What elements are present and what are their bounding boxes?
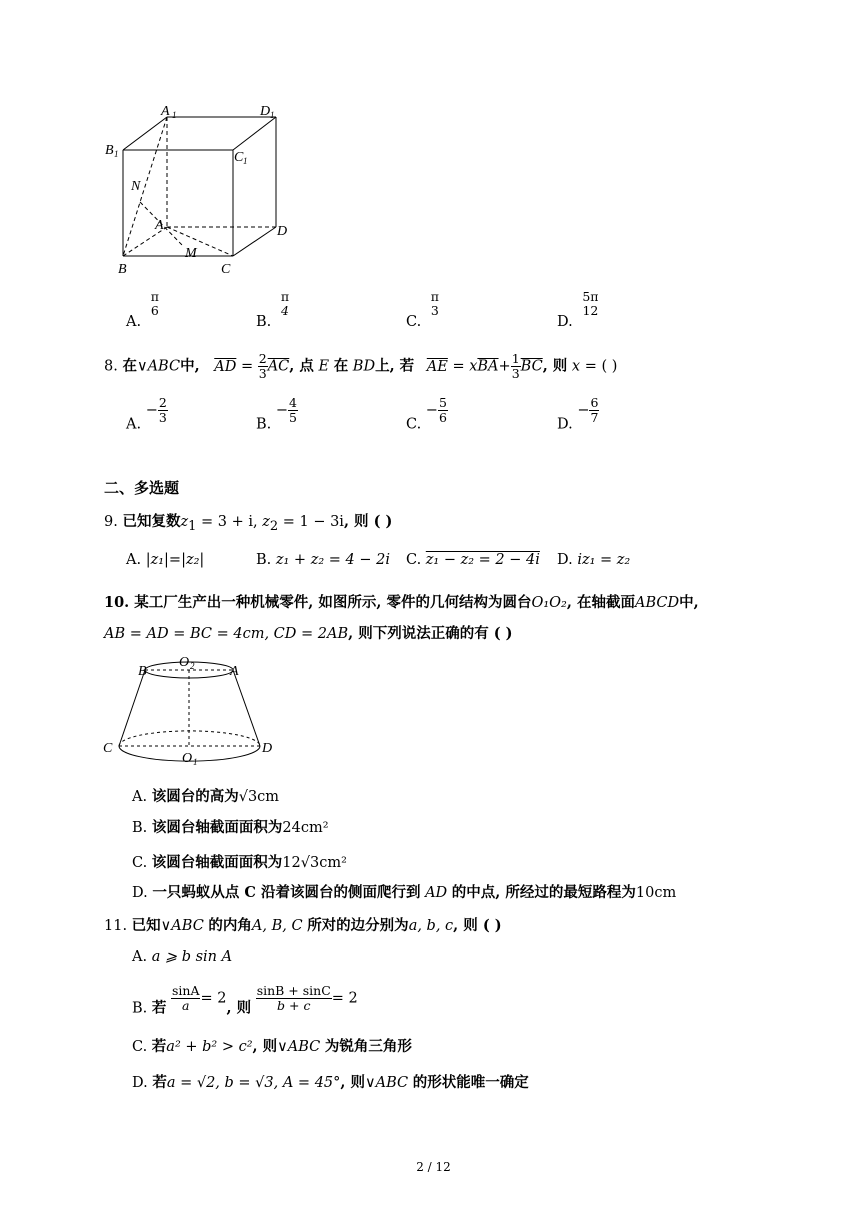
q9-option-a[interactable]: A. |z₁|=|z₂| <box>126 552 205 568</box>
label-A1: A <box>161 104 170 119</box>
svg-text:1: 1 <box>243 156 248 166</box>
label-D1: D <box>260 104 271 119</box>
frustum-label-O2: O <box>179 655 190 670</box>
q7-option-a[interactable]: A. π 6 <box>126 289 159 330</box>
q8-option-a[interactable]: A. − $\frac{2}{3}$ <box>126 395 167 433</box>
svg-text:1: 1 <box>114 149 119 159</box>
q9-option-d[interactable]: D. iz₁ = z₂ <box>557 552 631 568</box>
question-10-line2: AB = AD = BC = 4cm, CD = 2AB, 则下列说法正确的有 ( ) <box>104 625 513 642</box>
svg-text:2: 2 <box>190 661 195 671</box>
q8-option-c[interactable]: C. − $\frac{5}{6}$ <box>406 395 447 433</box>
svg-text:1: 1 <box>172 110 177 120</box>
svg-text:1: 1 <box>193 757 198 767</box>
frustum-label-C: C <box>103 741 113 756</box>
q7-option-d[interactable]: D. 5π 12 <box>557 289 599 330</box>
q10-option-a[interactable]: A. 该圆台的高为√3cm <box>132 788 280 805</box>
frustum-figure <box>100 652 285 774</box>
question-8: 8. 在∨ABC中, $\overline{AD}$ = $\frac{2}{3}$ $\overline{AC}$, 点 E 在 BD上, 若 $\overline{AE} = x\overline{BA}+$ $\frac{1}{3}$ $\overline{BC}$, 则 x = ( ) <box>104 351 618 381</box>
q8-option-b[interactable]: B. − $\frac{4}{5}$ <box>256 395 297 433</box>
q7-option-b[interactable]: B. π 4 <box>256 289 290 330</box>
label-A: A <box>155 218 164 233</box>
q9-option-c[interactable]: C. z₁ − z₂ = 2 − 4i <box>406 552 540 568</box>
question-9: 9. 已知复数$z_1 = 3 + i$, $z_2 = 1 - 3i$, 则 ( ) <box>104 513 393 534</box>
q10-option-d[interactable]: D. 一只蚂蚁从点 C 沿着该圆台的侧面爬行到 AD 的中点, 所经过的最短路程为10cm <box>132 884 677 901</box>
label-C1: C <box>234 150 244 165</box>
q11-option-c[interactable]: C. 若a² + b² > c², 则∨ABC 为锐角三角形 <box>132 1038 412 1055</box>
section-title-multi-choice: 二、多选题 <box>104 479 180 497</box>
frustum-label-D: D <box>262 741 273 756</box>
label-B1: B <box>105 143 114 158</box>
q11-option-d[interactable]: D. 若a = √2, b = √3, A = 45°, 则∨ABC 的形状能唯一确定 <box>132 1074 529 1091</box>
q10-option-b[interactable]: B. 该圆台轴截面面积为24cm² <box>132 819 329 836</box>
frustum-label-A: A <box>230 664 239 679</box>
page-number: 2 / 12 <box>416 1160 451 1174</box>
label-C: C <box>221 262 231 277</box>
frustum-label-B: B <box>138 664 147 679</box>
svg-text:1: 1 <box>270 110 275 120</box>
q10-option-c[interactable]: C. 该圆台轴截面面积为12√3cm² <box>132 854 347 871</box>
label-D: D <box>277 224 288 239</box>
question-10-line1: 10. 某工厂生产出一种机械零件, 如图所示, 零件的几何结构为圆台O₁O₂, 在轴截面ABCD中, <box>104 594 699 611</box>
label-B: B <box>118 262 127 277</box>
cube-figure <box>100 95 300 280</box>
frustum-label-O1: O <box>182 751 193 766</box>
q8-option-d[interactable]: D. − $\frac{6}{7}$ <box>557 395 599 433</box>
q11-option-a[interactable]: A. a ⩾ b sin A <box>132 949 233 965</box>
q7-option-c[interactable]: C. π 3 <box>406 289 440 330</box>
label-N: N <box>131 179 141 194</box>
label-M: M <box>185 246 197 261</box>
question-11: 11. 已知∨ABC 的内角A, B, C 所对的边分别为a, b, c, 则 ( ) <box>104 917 502 934</box>
q11-option-b[interactable]: B. 若 $\frac{\sin A}{a}$ = 2, 则 $\frac{\sin B + \sin C}{b + c}$ = 2 <box>132 983 358 1017</box>
q9-option-b[interactable]: B. z₁ + z₂ = 4 − 2i <box>256 552 390 568</box>
